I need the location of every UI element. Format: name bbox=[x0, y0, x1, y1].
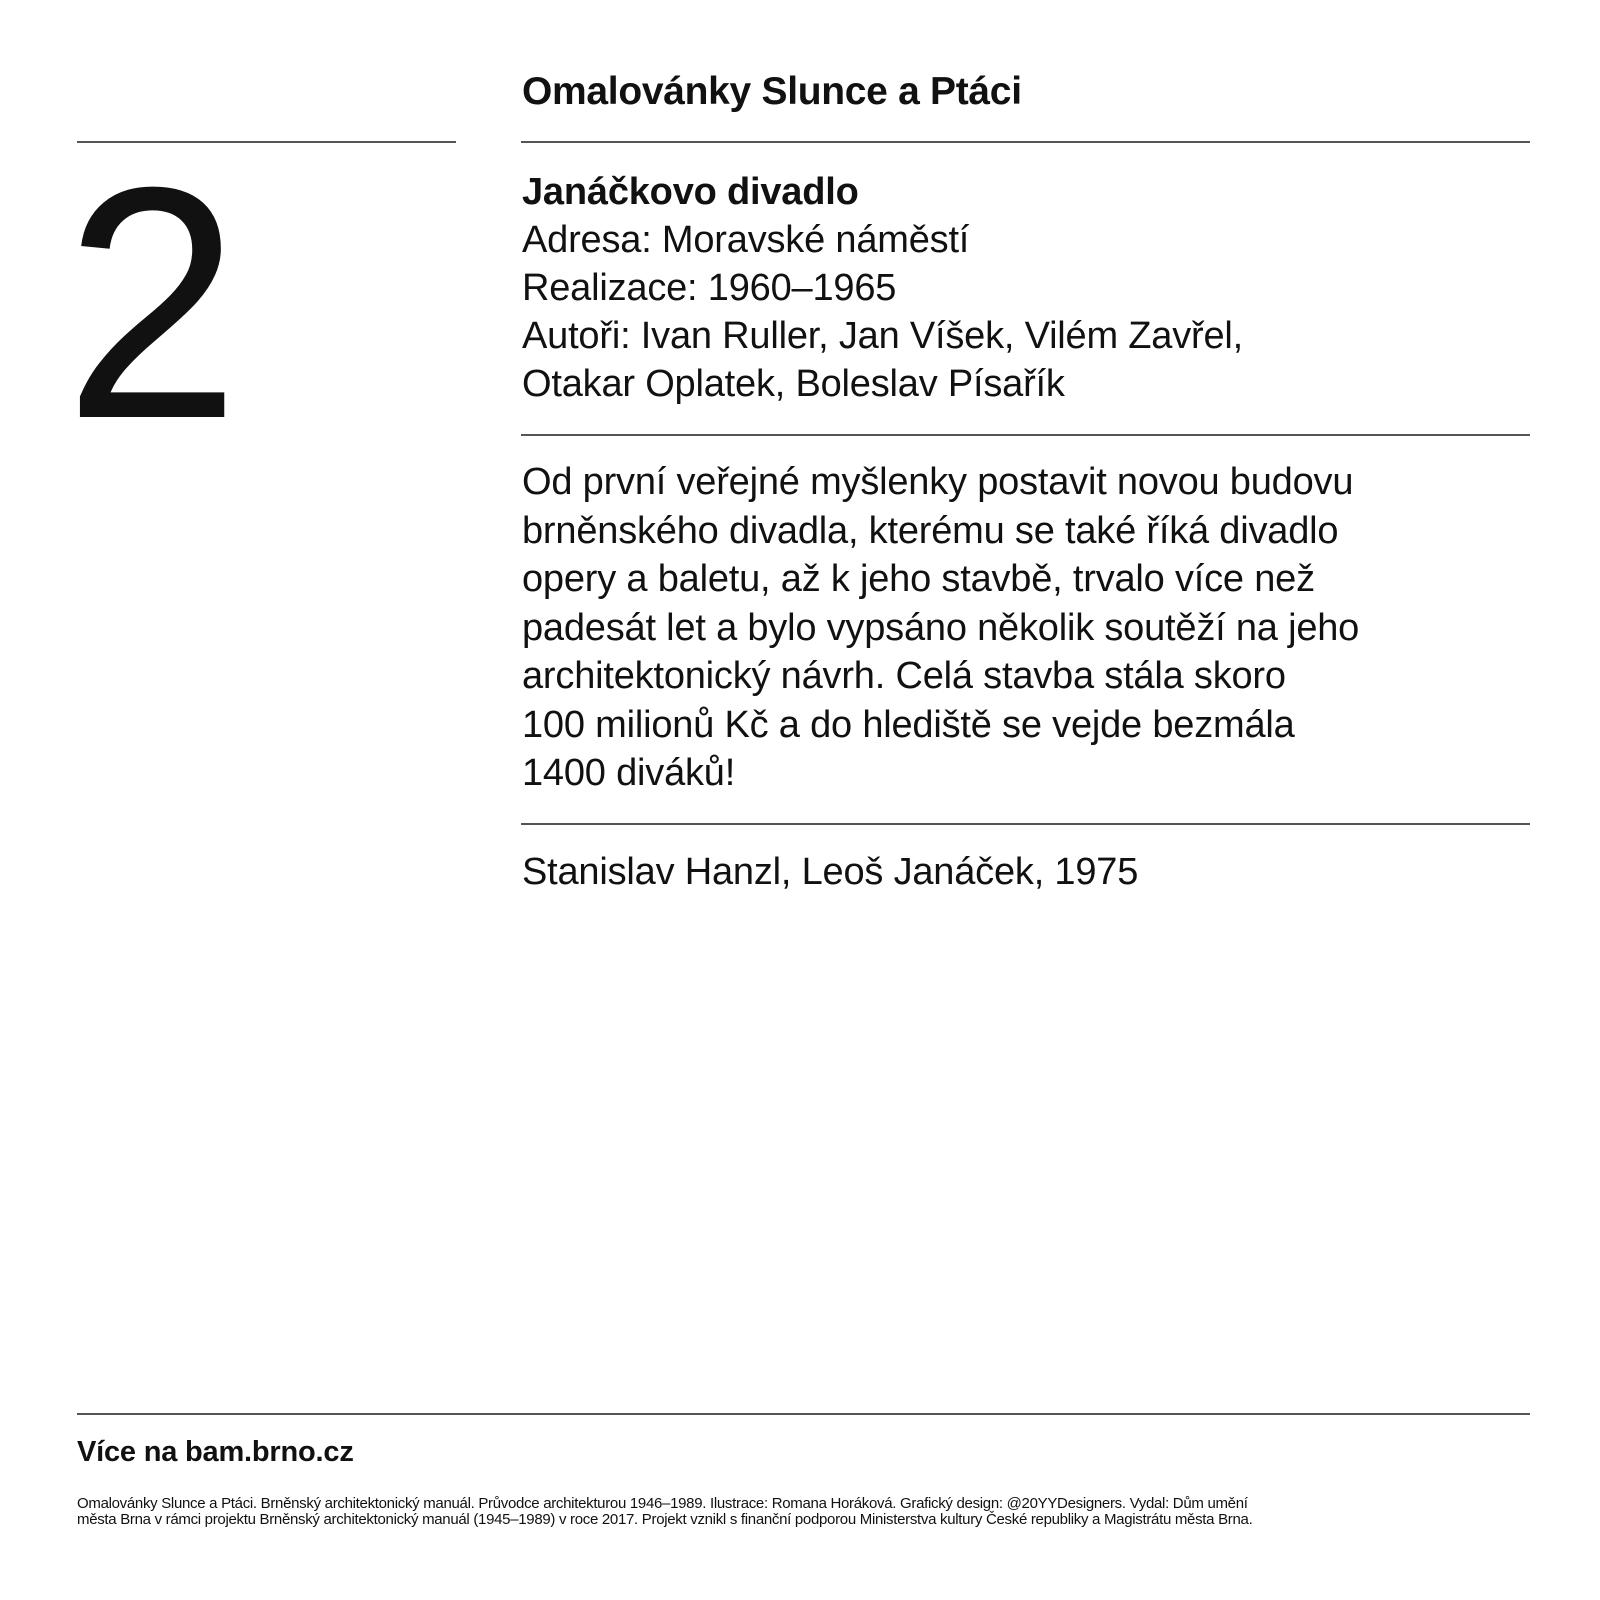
more-info-link[interactable]: Více na bam.brno.cz bbox=[77, 1436, 354, 1468]
colophon bbox=[77, 1496, 1537, 1528]
description-line: architektonický návrh. Celá stavba stála skoro bbox=[522, 655, 1286, 697]
description-line: opery a baletu, až k jeho stavbě, trvalo více než bbox=[522, 558, 1315, 600]
building-name: Janáčkovo divadlo bbox=[522, 171, 859, 213]
divider-credit-top bbox=[521, 823, 1530, 825]
colophon-line: města Brna v rámci projektu Brněnský architektonický manuál (1945–1989) v roce 2017. Projekt vznikl s finanční podporou Ministerstva kultury České republiky a Magistrátu města Brna. bbox=[77, 1511, 1253, 1528]
building-info bbox=[522, 168, 1243, 408]
building-authors-line2: Otakar Oplatek, Boleslav Písařík bbox=[522, 363, 1065, 405]
description-line: 1400 diváků! bbox=[522, 752, 736, 794]
description-line: 100 milionů Kč a do hlediště se vejde bezmála bbox=[522, 703, 1295, 746]
description-line: padesát let a bylo vypsáno několik soutěží na jeho bbox=[522, 606, 1360, 649]
page-title: Omalovánky Slunce a Ptáci bbox=[522, 70, 1022, 113]
divider-right-top bbox=[521, 141, 1530, 143]
building-realization: Realizace: 1960–1965 bbox=[522, 267, 897, 309]
description-text bbox=[522, 458, 1532, 798]
illustration-credit: Stanislav Hanzl, Leoš Janáček, 1975 bbox=[522, 851, 1139, 893]
building-authors-line1: Autoři: Ivan Ruller, Jan Víšek, Vilém Zavřel, bbox=[522, 315, 1244, 357]
description-line: brněnského divadla, kterému se také říká divadlo bbox=[522, 509, 1339, 552]
building-address: Adresa: Moravské náměstí bbox=[522, 219, 970, 261]
divider-footer bbox=[77, 1413, 1530, 1415]
divider-description-top bbox=[521, 434, 1530, 436]
description-line: Od první veřejné myšlenky postavit novou budovu bbox=[522, 461, 1354, 503]
page-number: 2 bbox=[64, 118, 241, 487]
colophon-line: Omalovánky Slunce a Ptáci. Brněnský architektonický manuál. Průvodce architekturou 1946–1989. Ilustrace: Romana Horáková. Grafický design: @20YYDesigners. Vydal: Dům umění bbox=[77, 1495, 1248, 1512]
